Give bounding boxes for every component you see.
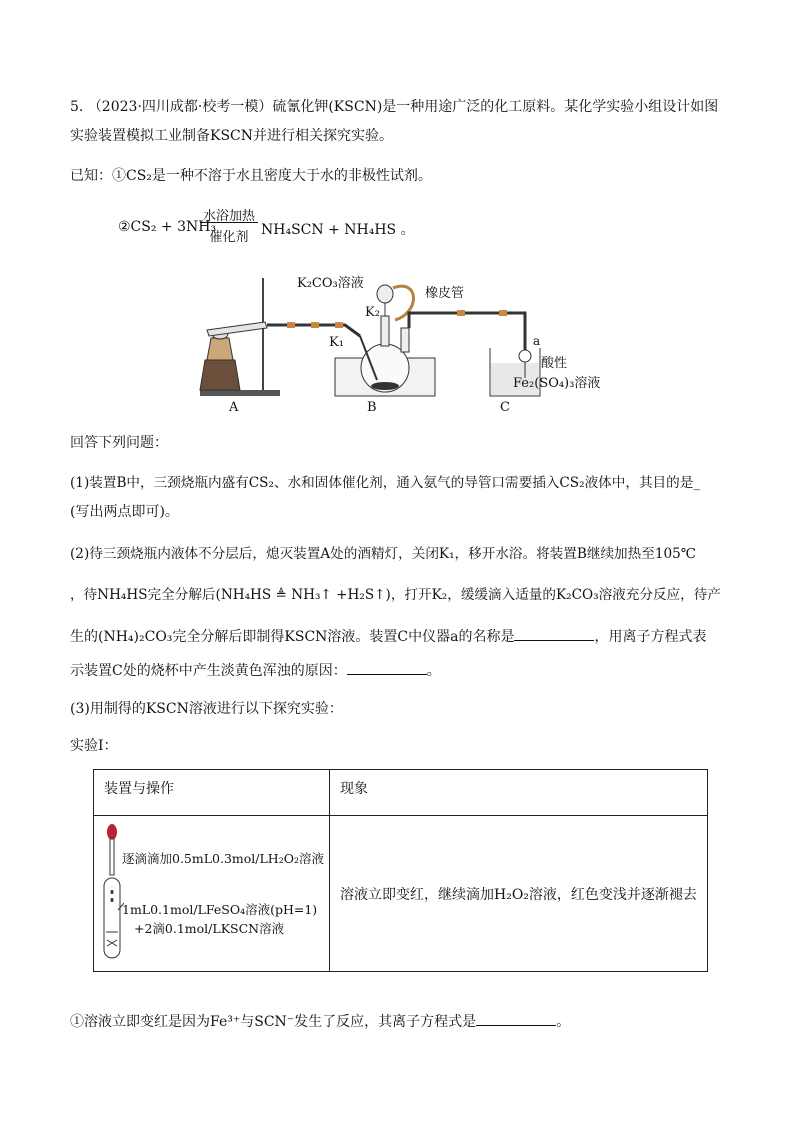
question-intro-a: 硫氰化钾(KSCN)是一种用途广泛的化工原料。某化学实验小组设计如图	[272, 99, 719, 115]
question-intro-b: 实验装置模拟工业制备KSCN并进行相关探究实验。	[70, 128, 394, 144]
figure-a-label: a	[533, 334, 541, 348]
equation-products: NH₄SCN + NH₄HS 。	[261, 222, 415, 238]
q2-text3a: 生的(NH₄)₂CO₃完全分解后即制得KSCN溶液。装置C中仪器a的名称是	[70, 629, 515, 645]
q2-line2	[70, 585, 740, 605]
figure-label-a: A	[229, 400, 239, 415]
operation-cell	[94, 816, 330, 972]
condition-top: 水浴加热	[202, 209, 255, 224]
q1-line2	[70, 502, 730, 522]
equation-reactants: ②CS₂ + 3NH₃	[118, 219, 217, 235]
q1-text2: (写出两点即可)。	[70, 504, 179, 520]
tube-text-2: +2滴0.1mol/LKSCN溶液	[134, 921, 285, 936]
experiment-label	[70, 736, 730, 756]
q2-line4	[70, 660, 730, 681]
q2-text4a: 示装置C处的烧杯中产生淡黄色浑浊的原因：	[70, 663, 347, 679]
q2-line1	[70, 544, 740, 564]
question-intro-line2	[70, 126, 730, 146]
dropper-text: 逐滴滴加0.5mL0.3mol/LH₂O₂溶液	[122, 851, 324, 866]
question-source: （2023·四川成都·校考一模）	[87, 99, 273, 115]
answer-blank-ion-equation-c[interactable]	[347, 660, 427, 675]
tube-text-1: 1mL0.1mol/LFeSO₄溶液(pH=1)	[122, 902, 318, 917]
figure-label-c: C	[500, 400, 510, 415]
figure-k2-label: K₂	[365, 305, 380, 320]
answer-blank-ion-equation-fe[interactable]	[476, 1011, 556, 1026]
sub1-text: ①溶液立即变红是因为Fe³⁺与SCN⁻发生了反应，其离子方程式是	[70, 1014, 477, 1030]
answer-blank-instrument-name[interactable]	[514, 626, 594, 641]
q3-text1: (3)用制得的KSCN溶液进行以下探究实验：	[70, 701, 343, 717]
equation-arrow-line	[200, 222, 258, 223]
q1-line1	[70, 473, 740, 493]
answer-prompt	[70, 433, 730, 453]
table-header-row	[94, 770, 708, 816]
test-tube-icon	[207, 322, 267, 336]
apparatus-diagram	[195, 268, 635, 416]
known-label: 已知：	[70, 168, 112, 184]
experiment-table	[93, 769, 708, 972]
lamp-body-icon	[200, 360, 240, 390]
q2-text3b: ，用离子方程式表	[594, 629, 707, 645]
question-number: 5.	[70, 99, 84, 115]
q1-text1: (1)装置B中，三颈烧瓶内盛有CS₂、水和固体催化剂，通入氨气的导管口需要插入CS₂液体中，其目的是_	[70, 475, 701, 491]
condition-bottom: 催化剂	[209, 230, 249, 245]
apparatus-figure	[195, 268, 635, 416]
figure-rubber-tube-label: 橡皮管	[425, 286, 465, 301]
table-header-phenomenon: 现象	[330, 770, 708, 816]
known-item1: ①CS₂是一种不溶于水且密度大于水的非极性试剂。	[112, 168, 432, 184]
q2-line3	[70, 626, 730, 647]
figure-k1-label: K₁	[329, 335, 344, 350]
dropping-funnel-icon	[377, 285, 393, 303]
dropper-tube-icon	[100, 822, 124, 962]
figure-acidic-label: 酸性	[541, 356, 568, 371]
bulb-a-icon	[519, 350, 531, 362]
figure-fe-solution-label: Fe₂(SO₄)₃溶液	[513, 376, 601, 391]
q3-line1	[70, 699, 730, 719]
answer-prompt-text: 回答下列问题：	[70, 435, 168, 451]
sub1-end: 。	[556, 1014, 571, 1030]
sub1-line	[70, 1011, 730, 1032]
phenomenon-cell: 溶液立即变红，继续滴加H₂O₂溶液，红色变浅并逐渐褪去	[330, 816, 708, 972]
table-row	[94, 816, 708, 972]
question-intro-line1	[70, 97, 730, 117]
stand-base-icon	[200, 390, 280, 396]
experiment-label-text: 实验Ⅰ：	[70, 738, 118, 754]
q2-text2: ，待NH₄HS完全分解后(NH₄HS ≜ NH₃↑ +H₂S↑)，打开K₂，缓缓滴入适量的K₂CO₃溶液充分反应，待产	[70, 587, 721, 603]
q2-text4b: 。	[426, 663, 441, 679]
known-line1	[70, 166, 730, 186]
figure-label-b: B	[367, 400, 377, 415]
figure-k2co3-label: K₂CO₃溶液	[297, 276, 364, 291]
table-header-operation: 装置与操作	[94, 770, 330, 816]
q2-text1: (2)待三颈烧瓶内液体不分层后，熄灭装置A处的酒精灯，关闭K₁，移开水浴。将装置B继续加热至105℃	[70, 546, 696, 562]
